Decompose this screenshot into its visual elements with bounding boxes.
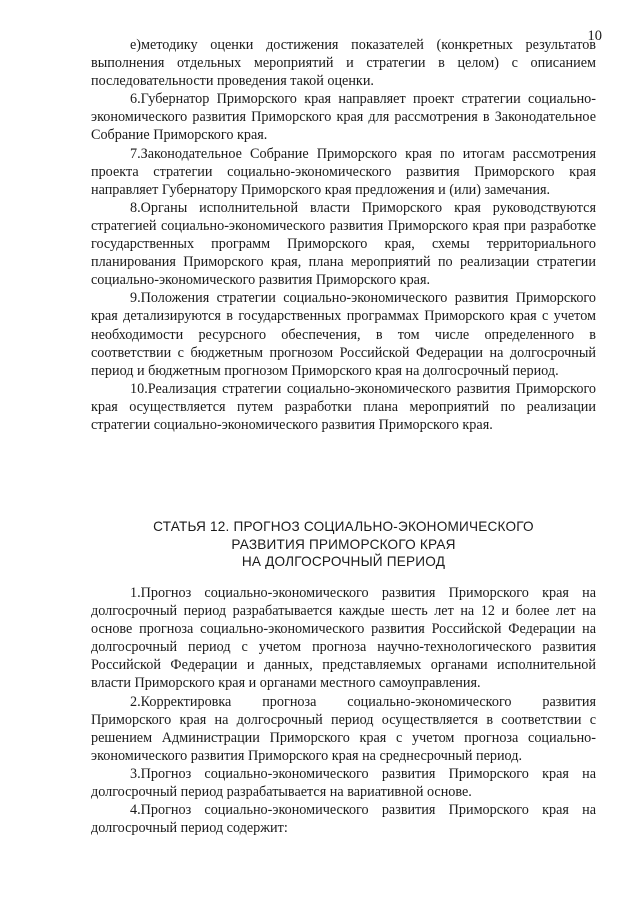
paragraph-method: е)методику оценки достижения показателей (конкретных результатов выполнения отдельных мероприятий и стратегии в целом) с описанием последовательности проведения такой оценки.	[91, 37, 596, 90]
article-12-paragraph-1: 1.Прогноз социально-экономического развития Приморского края на долгосрочный период разрабатывается каждые шесть лет на 12 и более лет на основе прогноза социально-экономического развития Российской Федерации на долгосрочный период с учетом прогноза научно-технологического развития Российской Федерации и данных, представляемых органами исполнительной власти Приморского края и органами местного самоуправления.	[91, 585, 596, 692]
paragraph-10: 10.Реализация стратегии социально-экономического развития Приморского края осуществляется путем разработки плана мероприятий по реализации стратегии социально-экономического развития Приморского края.	[91, 380, 596, 433]
paragraph-8: 8.Органы исполнительной власти Приморского края руководствуются стратегией социально-экономического развития Приморского края при разработке государственных программ Приморского края, схемы территориального планирования Приморского края, плана мероприятий по реализации стратегии социально-экономического развития Приморского края.	[91, 199, 596, 289]
article-12-heading	[91, 518, 596, 571]
paragraph-7: 7.Законодательное Собрание Приморского края по итогам рассмотрения проекта стратегии социально-экономического развития Приморского края направляет Губернатору Приморского края предложения и (или) замечания.	[91, 145, 596, 198]
heading-line-2: РАЗВИТИЯ ПРИМОРСКОГО КРАЯ	[231, 536, 456, 552]
section-1-text	[91, 36, 596, 434]
page-number: 10	[587, 28, 602, 44]
article-12-paragraph-3: 3.Прогноз социально-экономического развития Приморского края на долгосрочный период разрабатывается на вариативной основе.	[91, 765, 596, 801]
paragraph-9: 9.Положения стратегии социально-экономического развития Приморского края детализируются в государственных программах Приморского края с учетом необходимости ресурсного обеспечения, в том числе определенного в соответствии с бюджетным прогнозом Российской Федерации на долгосрочный период и бюджетным прогнозом Приморского края на долгосрочный период.	[91, 290, 596, 379]
heading-line-3: НА ДОЛГОСРОЧНЫЙ ПЕРИОД	[241, 554, 446, 569]
paragraph-6: 6.Губернатор Приморского края направляет проект стратегии социально-экономического развития Приморского края для рассмотрения в Законодательное Собрание Приморского края.	[91, 91, 596, 144]
article-12-paragraph-4: 4.Прогноз социально-экономического развития Приморского края на долгосрочный период содержит:	[91, 802, 596, 837]
section-2-text	[91, 584, 596, 837]
heading-line-1: СТАТЬЯ 12. ПРОГНОЗ СОЦИАЛЬНО-ЭКОНОМИЧЕСКОГО	[153, 519, 534, 534]
article-12-paragraph-2: 2.Корректировка прогноза социально-экономического развития Приморского края на долгосрочный период осуществляется в соответствии с решением Администрации Приморского края с учетом прогноза социально-экономического развития Приморского края на среднесрочный период.	[91, 693, 596, 764]
